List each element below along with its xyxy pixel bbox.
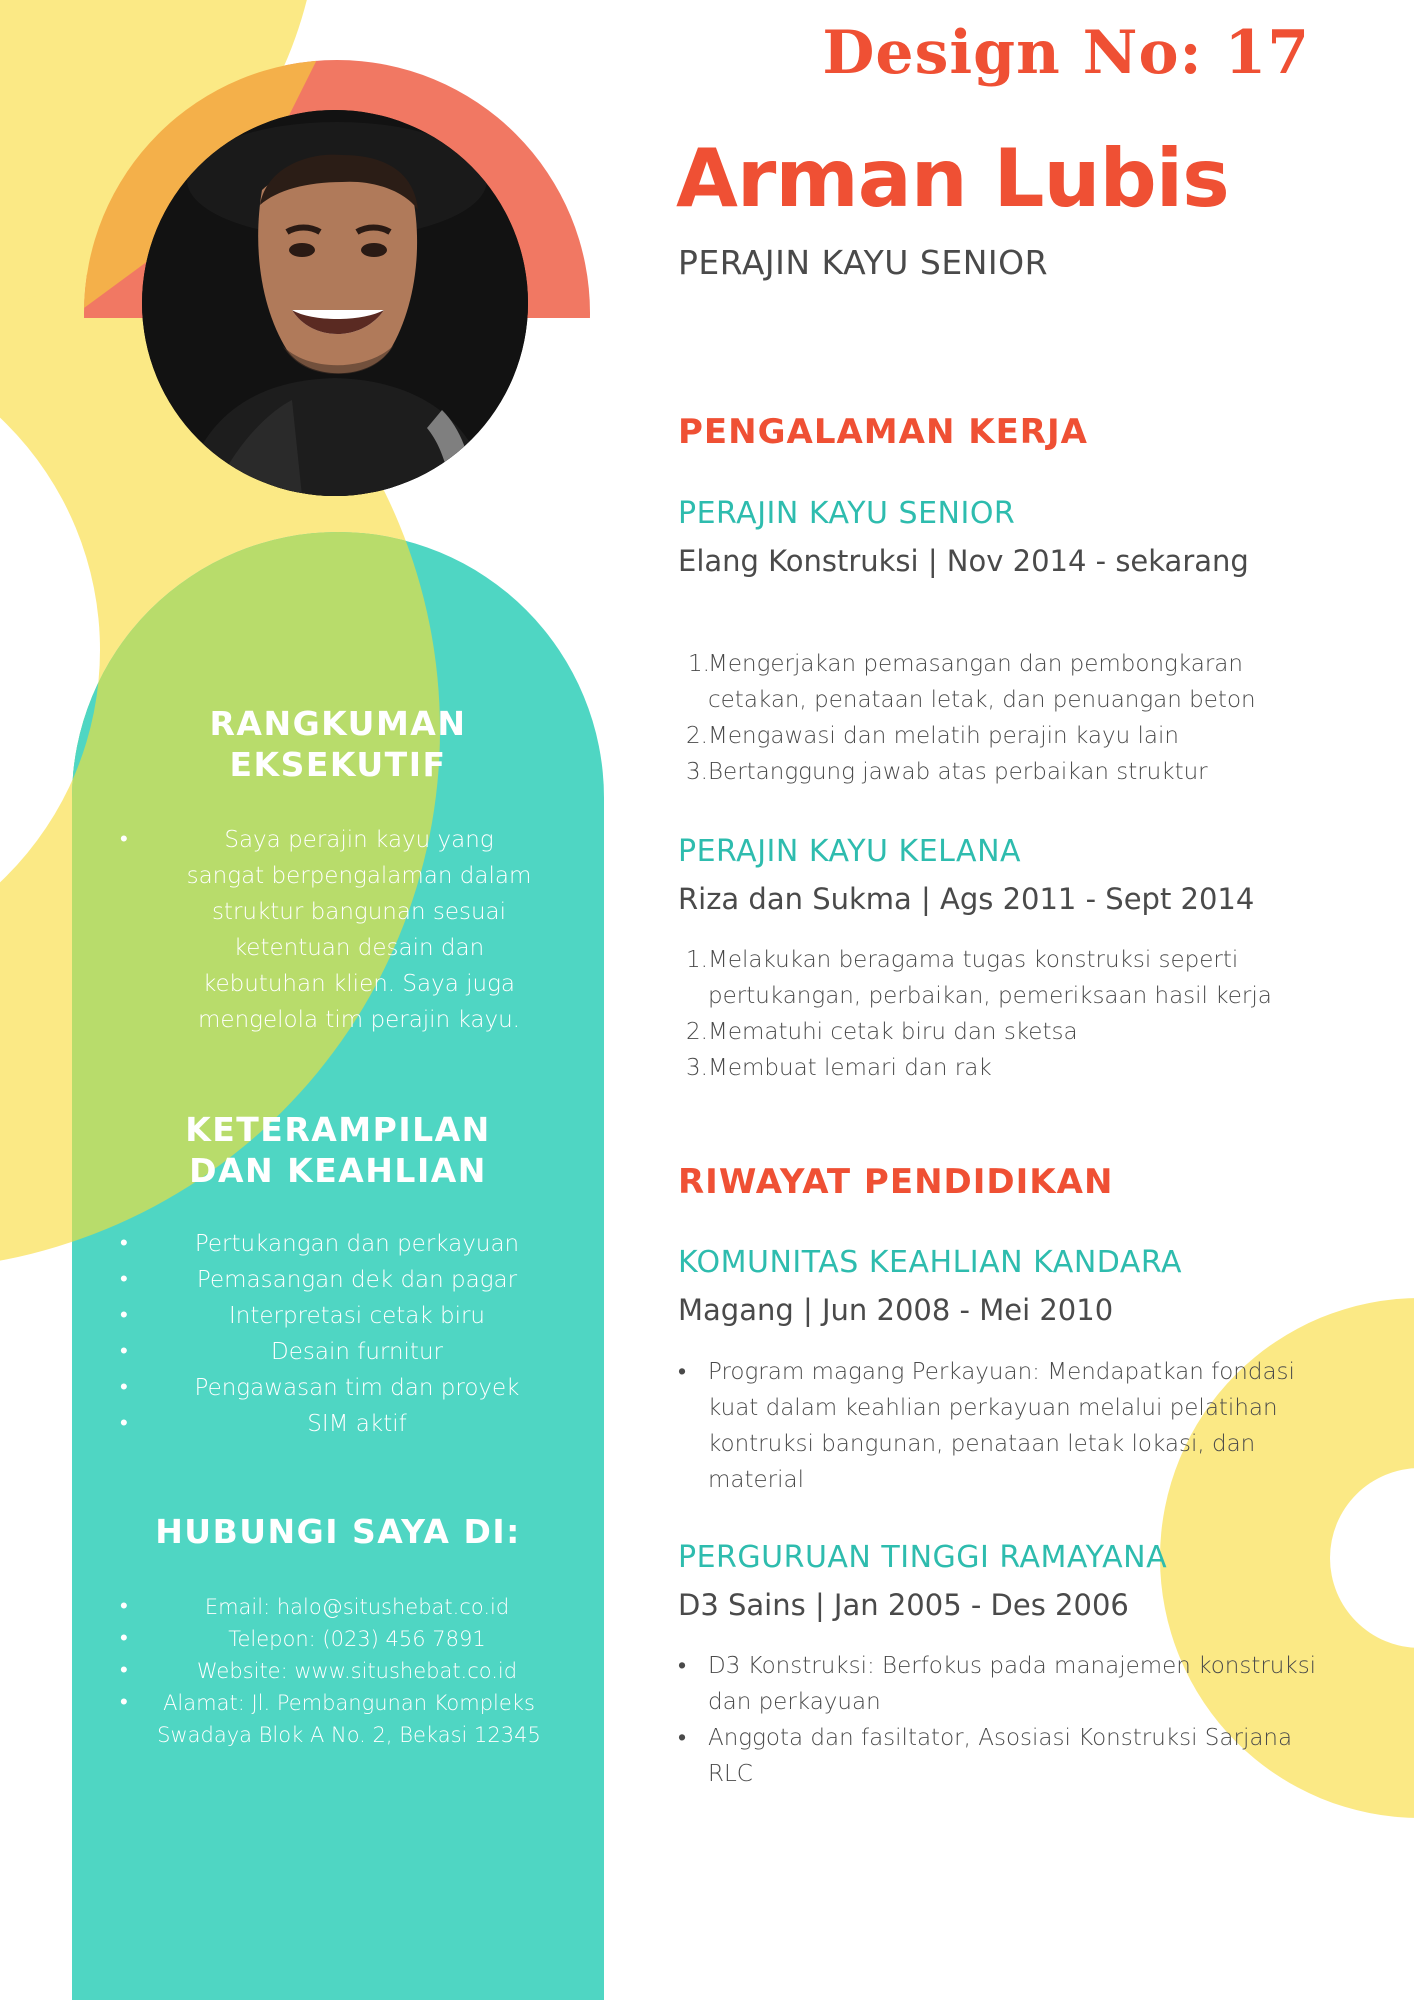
school-meta: D3 Sains | Jan 2005 - Des 2006 <box>678 1588 1129 1622</box>
list-number: 2. <box>686 1019 708 1045</box>
bullet-icon: • <box>678 1359 687 1385</box>
contact-website: • Website: www.situshebat.co.id <box>196 1659 518 1683</box>
job-meta: Riza dan Sukma | Ags 2011 - Sept 2014 <box>678 882 1255 916</box>
skill-text: • Pertukangan dan perkayuan <box>194 1231 520 1257</box>
contact-list <box>120 1591 556 1751</box>
list-item <box>120 1262 556 1298</box>
person-role: PERAJIN KAYU SENIOR <box>678 243 1049 282</box>
duty-text: Mematuhi cetak biru dan sketsa <box>708 1019 1078 1045</box>
school-meta: Magang | Jun 2008 - Mei 2010 <box>678 1293 1114 1327</box>
list-item <box>120 1687 556 1751</box>
duty-text: Mengerjakan pemasangan dan pembongkaran cetakan, penataan letak, dan penuangan beton <box>708 651 1256 713</box>
list-item <box>120 1226 556 1262</box>
list-item <box>678 942 1298 1014</box>
list-number: 1. <box>688 651 710 677</box>
summary-section <box>120 703 556 785</box>
list-item <box>120 1623 556 1655</box>
list-item <box>678 1050 1298 1086</box>
skill-text: • Desain furnitur <box>271 1339 443 1365</box>
list-item <box>120 1370 556 1406</box>
list-item <box>678 646 1298 718</box>
summary-title: RANGKUMAN EKSEKUTIF <box>209 704 467 784</box>
school-details-list <box>678 1354 1318 1498</box>
list-item <box>120 822 556 1038</box>
list-item <box>120 1406 556 1442</box>
job-title: PERAJIN KAYU SENIOR <box>678 496 1016 531</box>
contact-title: HUBUNGI SAYA DI: <box>155 1512 521 1551</box>
duty-text: Membuat lemari dan rak <box>708 1055 992 1081</box>
list-item <box>120 1334 556 1370</box>
school-title: PERGURUAN TINGGI RAMAYANA <box>678 1540 1168 1575</box>
contact-address: • Alamat: Jl. Pembangunan Kompleks Swadaya Blok A No. 2, Bekasi 12345 <box>157 1691 541 1747</box>
list-item <box>678 1720 1318 1792</box>
contact-phone: • Telepon: (023) 456 7891 <box>228 1627 486 1651</box>
detail-text: Anggota dan fasiltator, Asosiasi Konstruksi Sarjana RLC <box>708 1725 1293 1787</box>
list-number: 3. <box>686 759 708 785</box>
list-item <box>678 754 1298 790</box>
profile-photo <box>142 110 528 496</box>
portrait-illustration <box>142 110 528 496</box>
experience-title: PENGALAMAN KERJA <box>678 412 1088 452</box>
list-item <box>120 1591 556 1623</box>
duty-text: Bertanggung jawab atas perbaikan struktur <box>708 759 1208 785</box>
summary-text: • Saya perajin kayu yang sangat berpengalaman dalam struktur bangunan sesuai ketentuan desain dan kebutuhan klien. Saya juga mengelola tim perajin kayu. <box>186 827 532 1033</box>
summary-list <box>120 822 556 1038</box>
design-number: Design No: 17 <box>822 18 1310 88</box>
job-meta: Elang Konstruksi | Nov 2014 - sekarang <box>678 544 1249 578</box>
list-item <box>120 1298 556 1334</box>
list-number: 1. <box>686 947 708 973</box>
skill-text: • Pengawasan tim dan proyek <box>194 1375 520 1401</box>
contact-email: • Email: halo@situshebat.co.id <box>204 1595 510 1619</box>
bullet-icon: • <box>678 1725 687 1751</box>
education-title: RIWAYAT PENDIDIKAN <box>678 1162 1114 1202</box>
school-title: KOMUNITAS KEAHLIAN KANDARA <box>678 1245 1183 1280</box>
skills-list <box>120 1226 556 1442</box>
list-item <box>678 1354 1318 1498</box>
skills-section <box>120 1109 556 1191</box>
person-name: Arman Lubis <box>676 132 1229 225</box>
skill-text: • Interpretasi cetak biru <box>228 1303 486 1329</box>
detail-text: D3 Konstruksi: Berfokus pada manajemen konstruksi dan perkayuan <box>708 1653 1317 1715</box>
bullet-icon: • <box>678 1653 687 1679</box>
contact-section <box>120 1511 556 1552</box>
school-details-list <box>678 1648 1318 1792</box>
skill-text: • Pemasangan dek dan pagar <box>196 1267 518 1293</box>
duty-text: Mengawasi dan melatih perajin kayu lain <box>708 723 1179 749</box>
duty-text: Melakukan beragama tugas konstruksi seperti pertukangan, perbaikan, pemeriksaan hasil kerja <box>708 947 1272 1009</box>
job-duties-list <box>678 646 1298 790</box>
list-number: 2. <box>686 723 708 749</box>
list-number: 3. <box>686 1055 708 1081</box>
job-duties-list <box>678 942 1298 1086</box>
job-title: PERAJIN KAYU KELANA <box>678 834 1022 869</box>
skill-text: • SIM aktif <box>307 1411 407 1437</box>
skills-title: KETERAMPILAN DAN KEAHLIAN <box>185 1110 491 1190</box>
list-item <box>678 1014 1298 1050</box>
list-item <box>678 1648 1318 1720</box>
list-item <box>120 1655 556 1687</box>
detail-text: Program magang Perkayuan: Mendapatkan fondasi kuat dalam keahlian perkayuan melalui pelatihan kontruksi bangunan, penataan letak lokasi, dan material <box>708 1359 1295 1493</box>
list-item <box>678 718 1298 754</box>
